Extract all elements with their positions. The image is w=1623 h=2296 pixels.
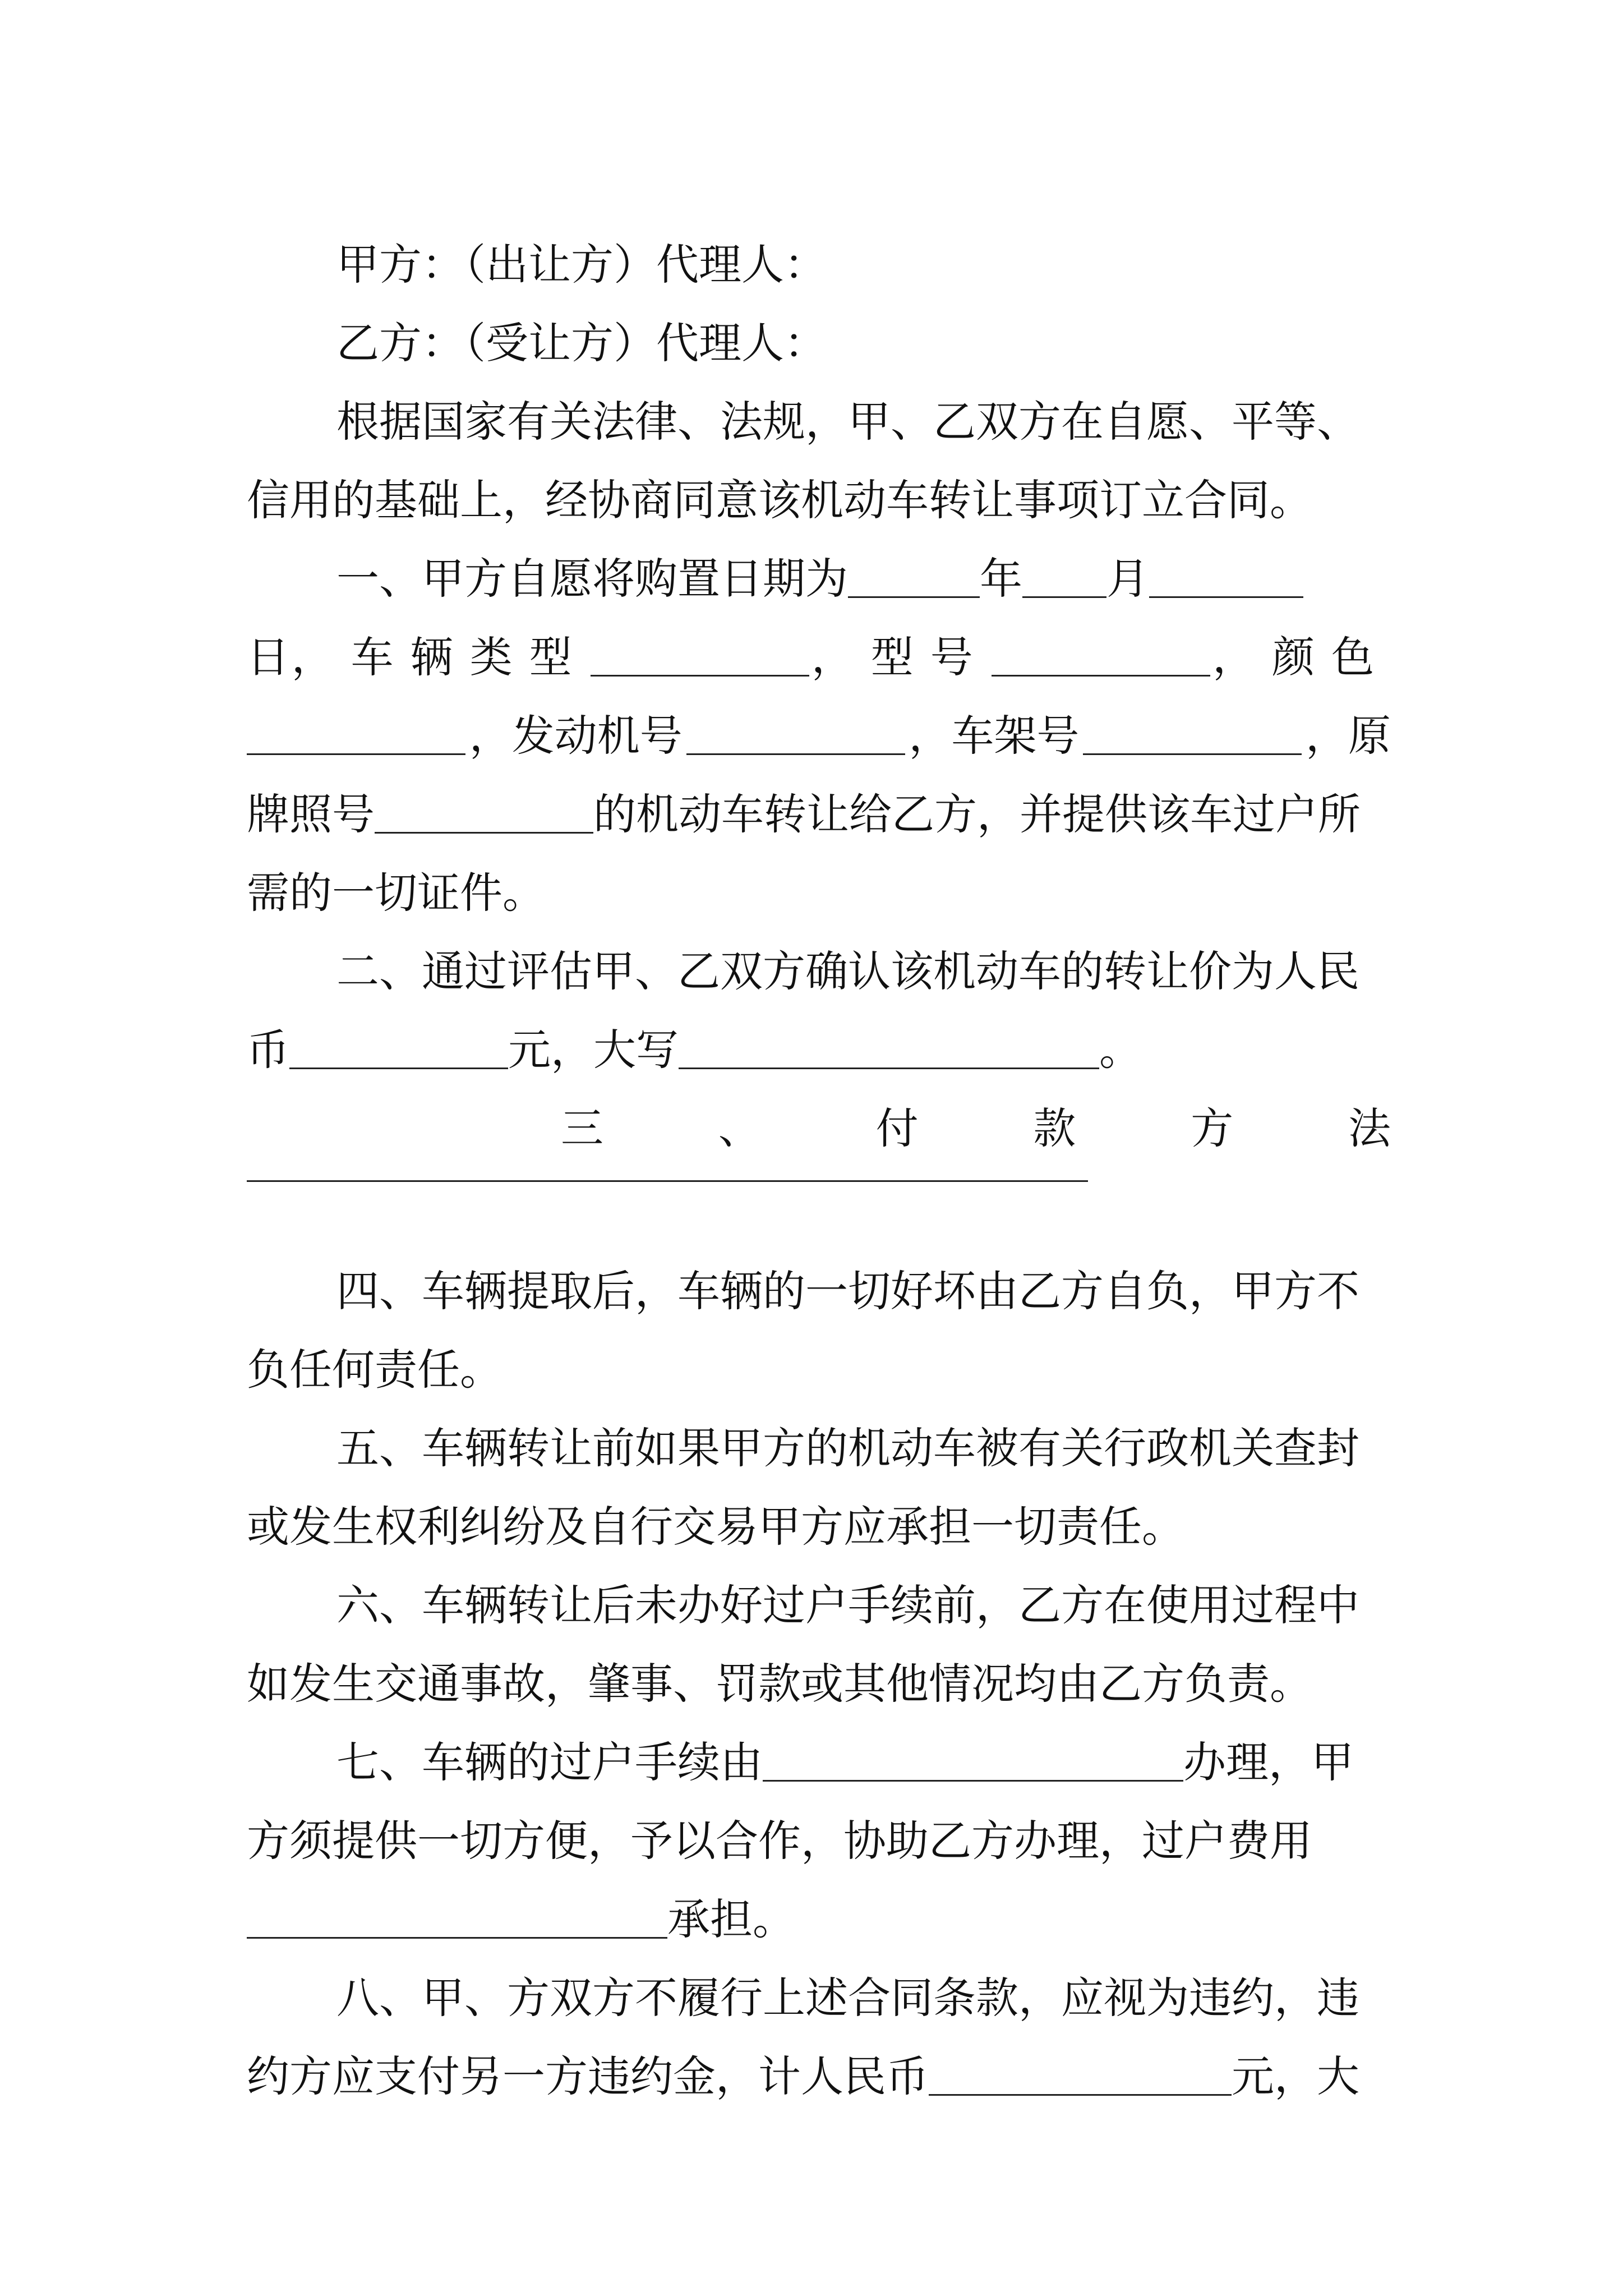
clause-7-handle: 办理，甲 bbox=[1183, 1737, 1354, 1787]
clause-7-line-3 bbox=[247, 1862, 1391, 1944]
color-label: ，颜色 bbox=[1212, 632, 1391, 682]
clause-1-line-5 bbox=[247, 836, 1391, 918]
month-label: 月 bbox=[1106, 554, 1149, 604]
clause-7-intro: 七、车辆的过户手续由 bbox=[336, 1737, 763, 1787]
frame-number-blank bbox=[1083, 753, 1302, 755]
clause-8-line-1 bbox=[336, 1941, 1391, 2023]
frame-label: ，车架号 bbox=[909, 711, 1080, 761]
day-label: 日 bbox=[247, 632, 289, 682]
purchase-day-blank bbox=[1149, 596, 1303, 598]
clause-6-text-1: 六、车辆转让后未办好过户手续前，乙方在使用过程中 bbox=[336, 1580, 1359, 1630]
clause-7-line-2 bbox=[247, 1784, 1391, 1866]
clause-6-line-2 bbox=[247, 1627, 1391, 1709]
engine-label: ，发动机号 bbox=[469, 711, 683, 761]
plate-number-blank bbox=[375, 832, 593, 834]
price-amount-blank bbox=[289, 1068, 508, 1069]
clause-1-end: 需的一切证件。 bbox=[247, 868, 545, 918]
purchase-month-blank bbox=[1022, 596, 1106, 598]
color-blank bbox=[247, 753, 465, 755]
clause-8-yuan: 元，大 bbox=[1232, 2051, 1359, 2101]
clause-3-char-5: 方 bbox=[1191, 1103, 1234, 1153]
clause-2-text: 二、通过评估甲、乙双方确认该机动车的转让价为人民 bbox=[336, 946, 1359, 996]
clause-6-text-2: 如发生交通事故，肇事、罚款或其他情况均由乙方负责。 bbox=[247, 1659, 1312, 1709]
preamble-text-1: 根据国家有关法律、法规，甲、乙双方在自愿、平等、 bbox=[336, 397, 1359, 447]
payment-method-blank bbox=[247, 1180, 1088, 1182]
clause-2-line-1 bbox=[336, 914, 1391, 996]
clause-7-text-2: 方须提供一切方便，予以合作，协助乙方办理，过户费用 bbox=[247, 1816, 1312, 1866]
transfer-handler-blank bbox=[763, 1780, 1183, 1782]
preamble-text-2: 信用的基础上，经协商同意该机动车转让事项订立合同。 bbox=[247, 475, 1312, 525]
transfer-text: 的机动车转让给乙方，并提供该车过户所 bbox=[593, 789, 1361, 839]
clause-2-line-2 bbox=[247, 993, 1391, 1075]
purchase-year-blank bbox=[848, 596, 980, 598]
clause-1-line-4 bbox=[247, 757, 1391, 839]
clause-8-text-2: 约方应支付另一方违约金，计人民币 bbox=[247, 2051, 929, 2101]
year-label: 年 bbox=[980, 554, 1022, 604]
price-uppercase-blank bbox=[679, 1068, 1099, 1069]
original-label: ，原 bbox=[1305, 711, 1391, 761]
clause-4-line-2 bbox=[247, 1313, 1391, 1395]
preamble-line-2 bbox=[247, 443, 1391, 525]
clause-2-period: 。 bbox=[1099, 1025, 1142, 1075]
plate-label: 牌照号 bbox=[247, 789, 375, 839]
clause-5-text-2: 或发生权利纠纷及自行交易甲方应承担一切责任。 bbox=[247, 1502, 1184, 1552]
fee-bearer-blank bbox=[247, 1937, 667, 1939]
clause-5-text-1: 五、车辆转让前如果甲方的机动车被有关行政机关查封 bbox=[336, 1423, 1359, 1473]
party-b-text: 乙方：（受让方）代理人： bbox=[336, 318, 827, 368]
vehicle-type-blank bbox=[591, 675, 809, 677]
clause-3-char-4: 款 bbox=[1033, 1103, 1076, 1153]
clause-4-text-1: 四、车辆提取后，车辆的一切好坏由乙方自负，甲方不 bbox=[336, 1266, 1359, 1316]
clause-8-line-2 bbox=[247, 2019, 1391, 2101]
clause-3-char-3: 付 bbox=[875, 1103, 919, 1153]
clause-3-char-2: 、 bbox=[718, 1103, 761, 1153]
clause-1-intro: 一、甲方自愿将购置日期为 bbox=[336, 554, 848, 604]
penalty-amount-blank bbox=[929, 2094, 1232, 2096]
clause-6-line-1 bbox=[336, 1548, 1391, 1630]
clause-1-line-3 bbox=[247, 679, 1391, 761]
party-a-line bbox=[336, 208, 1391, 289]
clause-3-heading bbox=[561, 1071, 1391, 1153]
clause-1-line-2 bbox=[247, 600, 1391, 682]
model-blank bbox=[992, 675, 1210, 677]
clause-5-line-1 bbox=[336, 1391, 1391, 1473]
clause-1-line-1 bbox=[336, 522, 1391, 604]
vehicle-type-label: ，车辆类型 bbox=[291, 632, 589, 682]
model-label: ，型号 bbox=[811, 632, 990, 682]
party-b-line bbox=[336, 286, 1391, 368]
clause-7-bear: 承担。 bbox=[667, 1894, 795, 1944]
price-uppercase-label: 元，大写 bbox=[508, 1025, 679, 1075]
clause-4-text-2: 负任何责任。 bbox=[247, 1345, 502, 1395]
clause-3-char-1: 三 bbox=[561, 1103, 603, 1153]
clause-8-text-1: 八、甲、方双方不履行上述合同条款，应视为违约，违 bbox=[336, 1973, 1359, 2023]
clause-5-line-2 bbox=[247, 1470, 1391, 1552]
party-a-text: 甲方：（出让方）代理人： bbox=[336, 240, 827, 289]
clause-4-line-1 bbox=[336, 1234, 1391, 1316]
preamble-line-1 bbox=[336, 365, 1391, 447]
clause-7-line-1 bbox=[336, 1705, 1391, 1787]
currency-label: 币 bbox=[247, 1025, 289, 1075]
engine-number-blank bbox=[686, 753, 905, 755]
clause-3-char-6: 法 bbox=[1348, 1103, 1391, 1153]
